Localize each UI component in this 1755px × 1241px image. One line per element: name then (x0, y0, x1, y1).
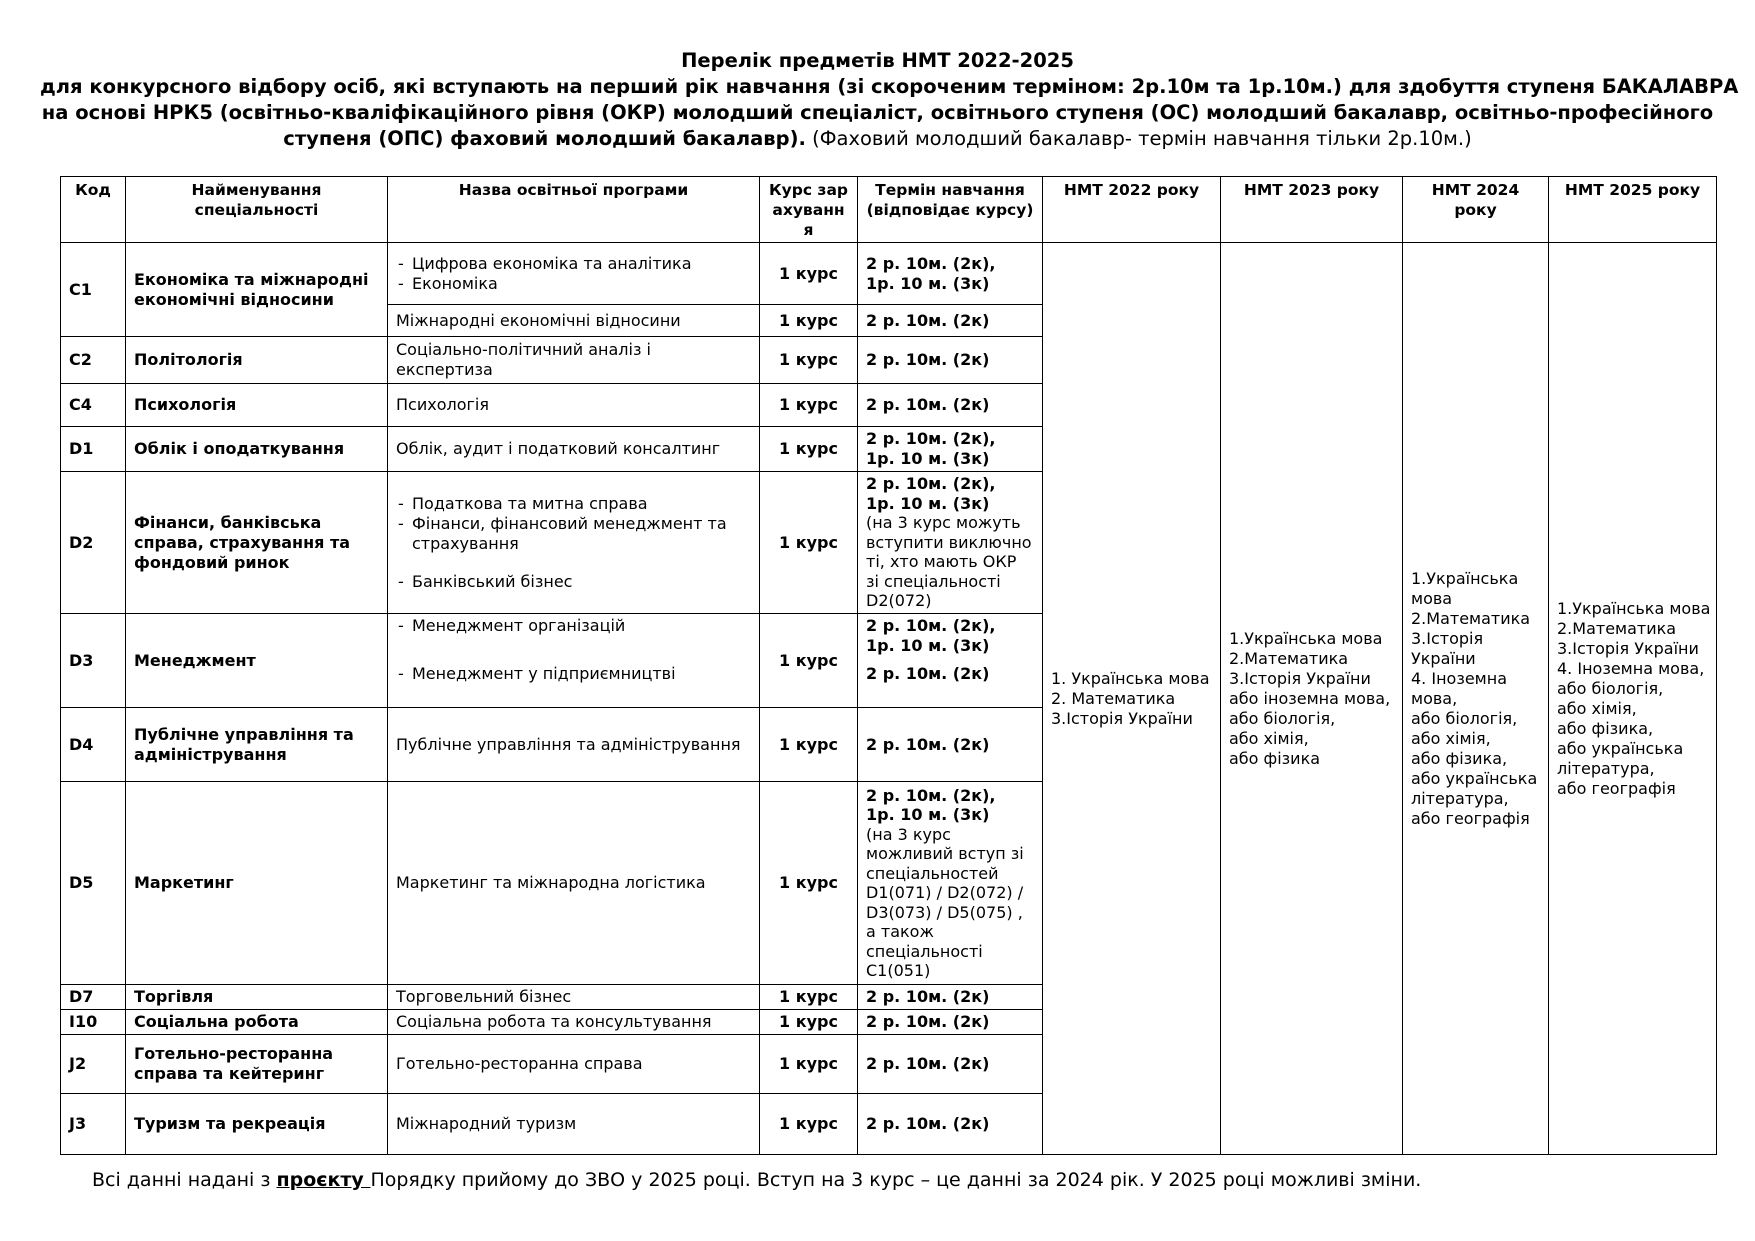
exam-subject: 2.Математика (1411, 608, 1531, 628)
program-item: - Менеджмент організацій (396, 616, 751, 636)
exam-subject: 4. Іноземна мова, (1557, 658, 1705, 678)
exam-subject: або біологія, (1411, 708, 1518, 728)
header-code: Код (61, 177, 126, 243)
program-item: - Цифрова економіка та аналітика (396, 254, 751, 274)
nmt-2025-subjects (1549, 243, 1717, 1155)
term-note: (на 3 курс можуть вступити виключно ті, хто мають ОКР зі спеціальності D2(072) (866, 513, 1032, 610)
term-line: 2 р. 10м. (2к), (866, 429, 996, 448)
row-course: 1 курс (760, 1010, 858, 1035)
term-line: 2 р. 10м. (2к) (866, 987, 990, 1006)
row-program: Міжнародні економічні відносини (388, 305, 760, 337)
header-nmt-2024: НМТ 2024 року (1403, 177, 1549, 243)
term-line: 2 р. 10м. (2к) (866, 734, 990, 754)
row-term (858, 782, 1043, 985)
row-code: D7 (61, 985, 126, 1010)
exam-subject: України (1411, 648, 1476, 668)
row-code: C4 (61, 384, 126, 427)
exam-subject: або фізика, (1557, 718, 1654, 738)
row-code: D2 (61, 472, 126, 614)
term-line: 2 р. 10м. (2к), (866, 616, 996, 635)
row-term (858, 243, 1043, 305)
row-term (858, 614, 1043, 708)
exam-subject: або фізика (1229, 748, 1321, 768)
row-course: 1 курс (760, 243, 858, 305)
row-term (858, 305, 1043, 337)
exam-subject: 1.Українська (1411, 568, 1519, 588)
term-line: 2 р. 10м. (2к), (866, 253, 996, 273)
program-item: - Податкова та митна справа (396, 494, 751, 514)
nmt-2023-subjects (1221, 243, 1403, 1155)
nmt-2022-subjects (1043, 243, 1221, 1155)
row-code: D5 (61, 782, 126, 985)
row-specialty: Облік і оподаткування (126, 427, 388, 472)
exam-subject: або хімія, (1557, 698, 1637, 718)
program-item: - Менеджмент у підприємництві (396, 664, 751, 684)
title-line-3: на основі НРК5 (освітньо-кваліфікаційного рівня (ОКР) молодший спеціаліст, освітнього ступеня (ОС) молодший бакалавр, освітньо-професійного (41, 101, 1714, 124)
row-course: 1 курс (760, 305, 858, 337)
title-line-4-normal: (Фаховий молодший бакалавр- термін навчання тільки 2р.10м.) (805, 127, 1472, 150)
title-line-4 (40, 126, 1715, 152)
term-line: 2 р. 10м. (2к) (866, 1012, 990, 1031)
row-program: Публічне управління та адміністрування (388, 708, 760, 782)
row-course: 1 курс (760, 427, 858, 472)
exam-subject: або хімія, (1229, 728, 1309, 748)
row-course: 1 курс (760, 337, 858, 384)
exam-subject: 1.Українська мова (1229, 628, 1383, 648)
row-program (388, 614, 760, 708)
row-program: Готельно-ресторанна справа (388, 1035, 760, 1094)
row-specialty: Економіка та міжнародні економічні відносини (126, 243, 388, 337)
exam-subject: 3.Історія (1411, 628, 1484, 648)
exam-subject: 3.Історія України (1557, 638, 1699, 658)
row-course: 1 курс (760, 384, 858, 427)
row-course: 1 курс (760, 782, 858, 985)
footer-note (92, 1169, 1421, 1191)
row-program (388, 472, 760, 614)
row-code: I10 (61, 1010, 126, 1035)
exam-subject: мова, (1411, 688, 1458, 708)
row-program: Соціально-політичний аналіз і експертиза (388, 337, 760, 384)
row-term (858, 708, 1043, 782)
row-code: J3 (61, 1094, 126, 1155)
nmt-2024-subjects (1403, 243, 1549, 1155)
row-code: D1 (61, 427, 126, 472)
exam-subject: 3.Історія України (1229, 668, 1371, 688)
subjects-table (60, 176, 1717, 1155)
term-line: 2 р. 10м. (2к) (866, 1054, 990, 1073)
row-code: D4 (61, 708, 126, 782)
exam-subject: або географія (1411, 808, 1530, 828)
row-course: 1 курс (760, 1035, 858, 1094)
header-program: Назва освітньої програми (388, 177, 760, 243)
header-specialty: Найменування спеціальності (126, 177, 388, 243)
program-item: - Економіка (396, 274, 751, 294)
term-line: 1р. 10 м. (3к) (866, 805, 990, 824)
exam-subject: або біологія, (1229, 708, 1336, 728)
term-line: 2 р. 10м. (2к), (866, 474, 996, 493)
row-program (388, 243, 760, 305)
exam-subject: або фізика, (1411, 748, 1508, 768)
exam-subject: або українська (1411, 768, 1538, 788)
row-specialty: Психологія (126, 384, 388, 427)
row-code: C1 (61, 243, 126, 337)
row-code: C2 (61, 337, 126, 384)
exam-subject: 2. Математика (1051, 688, 1176, 708)
exam-subject: або географія (1557, 778, 1676, 798)
header-course: Курс зарахування (760, 177, 858, 243)
term-line: 2 р. 10м. (2к), (866, 785, 996, 805)
document-title (40, 48, 1739, 152)
exam-subject: література, (1557, 758, 1655, 778)
row-code: D3 (61, 614, 126, 708)
footer-post: Порядку прийому до ЗВО у 2025 році. Вступ на 3 курс – це данні за 2024 рік. У 2025 році можливі зміни. (370, 1169, 1422, 1191)
row-term (858, 985, 1043, 1010)
term-line: 2 р. 10м. (2к) (866, 310, 990, 330)
exam-subject: 1.Українська мова (1557, 598, 1711, 618)
row-course: 1 курс (760, 1094, 858, 1155)
row-term (858, 1010, 1043, 1035)
row-term (858, 337, 1043, 384)
row-specialty: Маркетинг (126, 782, 388, 985)
program-item: - Банківський бізнес (396, 572, 751, 592)
term-line: 1р. 10 м. (3к) (866, 493, 990, 513)
header-row (61, 177, 1717, 243)
term-line: 2 р. 10м. (2к) (866, 395, 990, 414)
exam-subject: 2.Математика (1557, 618, 1677, 638)
row-specialty: Менеджмент (126, 614, 388, 708)
spacer (866, 656, 1034, 664)
header-nmt-2022: НМТ 2022 року (1043, 177, 1221, 243)
row-program: Психологія (388, 384, 760, 427)
term-line: 2 р. 10м. (2к) (866, 1114, 990, 1133)
row-term (858, 1094, 1043, 1155)
title-line-1: Перелік предметів НМТ 2022-2025 (681, 49, 1074, 72)
row-program: Соціальна робота та консультування (388, 1010, 760, 1035)
header-nmt-2025: НМТ 2025 року (1549, 177, 1717, 243)
term-line: 1р. 10 м. (3к) (866, 449, 990, 468)
row-course: 1 курс (760, 985, 858, 1010)
row-term (858, 472, 1043, 614)
exam-subject: література, (1411, 788, 1509, 808)
exam-subject: або іноземна мова, (1229, 688, 1391, 708)
row-specialty: Готельно-ресторанна справа та кейтеринг (126, 1035, 388, 1094)
exam-subject: 3.Історія України (1051, 708, 1193, 728)
row-course: 1 курс (760, 708, 858, 782)
exam-subject: або хімія, (1411, 728, 1491, 748)
row-course: 1 курс (760, 614, 858, 708)
exam-subject: мова (1411, 588, 1453, 608)
row-code: J2 (61, 1035, 126, 1094)
exam-subject: 2.Математика (1229, 648, 1349, 668)
row-specialty: Туризм та рекреація (126, 1094, 388, 1155)
row-specialty: Фінанси, банківська справа, страхування та фондовий ринок (126, 472, 388, 614)
term-line: 2 р. 10м. (2к) (866, 350, 990, 369)
row-specialty: Торгівля (126, 985, 388, 1010)
header-term: Термін навчання (відповідає курсу) (858, 177, 1043, 243)
row-term (858, 384, 1043, 427)
exam-subject: 1. Українська мова (1051, 668, 1210, 688)
exam-subject: або біологія, (1557, 678, 1664, 698)
row-program: Облік, аудит і податковий консалтинг (388, 427, 760, 472)
row-program: Міжнародний туризм (388, 1094, 760, 1155)
header-nmt-2023: НМТ 2023 року (1221, 177, 1403, 243)
row-specialty: Соціальна робота (126, 1010, 388, 1035)
row-specialty: Політологія (126, 337, 388, 384)
term-line: 2 р. 10м. (2к) (866, 664, 990, 683)
title-line-2: для конкурсного відбору осіб, які вступають на перший рік навчання (зі скороченим терміном: 2р.10м та 1р.10м.) для здобуття ступеня БАКАЛАВРА (40, 75, 1739, 98)
term-line: 1р. 10 м. (3к) (866, 273, 990, 293)
program-item: - Фінанси, фінансовий менеджмент та страхування (396, 514, 751, 554)
row-specialty: Публічне управління та адміністрування (126, 708, 388, 782)
exam-subject: або українська (1557, 738, 1684, 758)
footer-pre: Всі данні надані з (92, 1169, 277, 1191)
row-term (858, 427, 1043, 472)
row-term (858, 1035, 1043, 1094)
exam-subject: 4. Іноземна (1411, 668, 1508, 688)
title-line-4-bold: ступеня (ОПС) фаховий молодший бакалавр). (283, 127, 806, 150)
row-course: 1 курс (760, 472, 858, 614)
term-line: 1р. 10 м. (3к) (866, 636, 990, 655)
project-link[interactable]: проєкту (276, 1169, 371, 1191)
row-program: Торговельний бізнес (388, 985, 760, 1010)
row-program: Маркетинг та міжнародна логістика (388, 782, 760, 985)
term-note: (на 3 курс можливий вступ зі спеціальностей D1(071) / D2(072) / D3(073) / D5(075) , а також спеціальності C1(051) (866, 824, 1024, 980)
table-row (61, 243, 1717, 305)
